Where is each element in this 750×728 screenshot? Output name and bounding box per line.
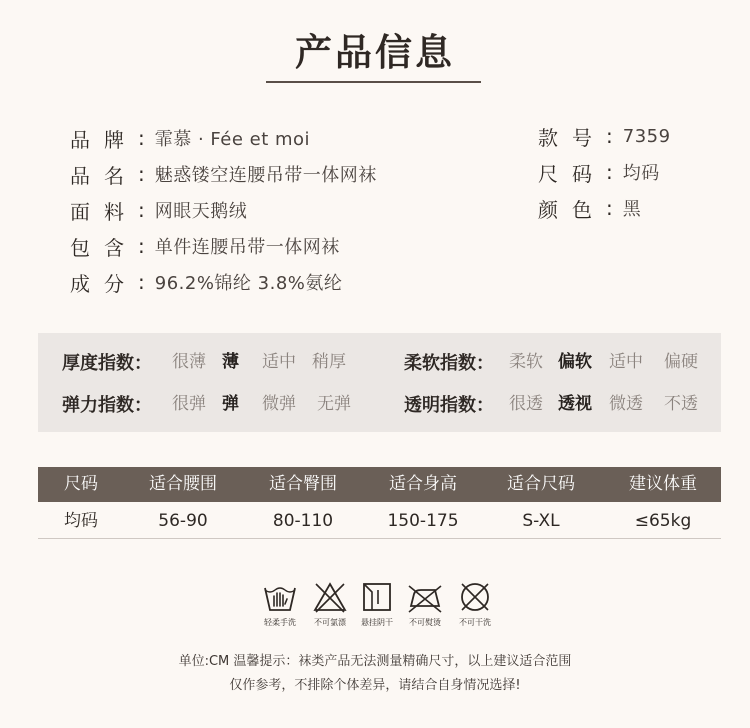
info-key: 成分	[70, 271, 138, 296]
info-key: 颜色	[538, 197, 606, 222]
size-header-cell: 适合臀围	[269, 474, 337, 494]
index-option: 柔软	[509, 352, 543, 372]
info-row-brand	[70, 124, 310, 152]
thickness-index	[62, 349, 382, 375]
info-value: 黑	[622, 199, 642, 220]
info-row-contents	[70, 232, 340, 260]
info-key: 品名	[70, 163, 138, 188]
index-label: 透明指数：	[404, 395, 494, 416]
info-key: 尺码	[538, 161, 606, 186]
size-header-cell: 适合身高	[389, 474, 457, 494]
care-no-dry-clean	[440, 580, 510, 628]
info-row-color	[538, 194, 641, 222]
hand-wash-icon	[262, 580, 298, 614]
index-option: 适中	[262, 352, 296, 372]
index-option: 微弹	[262, 394, 296, 414]
info-colon: :	[138, 162, 145, 186]
size-cell: S-XL	[522, 511, 560, 531]
index-label: 厚度指数：	[62, 353, 152, 374]
info-value: 7359	[622, 125, 671, 147]
care-label: 轻柔手洗	[264, 618, 296, 627]
care-label: 悬挂阴干	[361, 618, 393, 627]
index-panel	[38, 333, 721, 432]
size-cell: 56-90	[158, 511, 208, 531]
index-option: 很弹	[172, 394, 206, 414]
info-value: 96.2%锦纶 3.8%氨纶	[154, 273, 343, 294]
size-cell: ≤65kg	[634, 511, 692, 531]
info-key: 款号	[538, 125, 606, 150]
care-label: 不可熨烫	[409, 618, 441, 627]
size-cell: 80-110	[272, 511, 334, 531]
info-colon: :	[138, 126, 145, 150]
size-header-cell: 建议体重	[629, 474, 697, 494]
info-colon: :	[606, 124, 613, 148]
title-underline	[266, 81, 481, 83]
info-value: 均码	[622, 163, 660, 184]
info-key: 包含	[70, 235, 138, 260]
index-option-selected: 薄	[222, 352, 239, 372]
index-option: 很薄	[172, 352, 206, 372]
elasticity-index	[62, 391, 382, 417]
index-option: 无弹	[317, 394, 351, 414]
index-option-selected: 透视	[558, 394, 592, 414]
transparency-index	[404, 391, 714, 417]
no-dry-clean-icon	[457, 580, 493, 614]
index-option-selected: 弹	[222, 394, 239, 414]
care-label: 不可氯漂	[314, 618, 346, 627]
index-option: 不透	[664, 394, 698, 414]
index-option: 微透	[609, 394, 643, 414]
info-colon: :	[606, 160, 613, 184]
info-key: 面料	[70, 199, 138, 224]
size-header-cell: 适合尺码	[507, 474, 575, 494]
info-row-size	[538, 158, 660, 186]
info-value: 霏慕 · Fée et moi	[154, 129, 311, 150]
info-colon: :	[138, 234, 145, 258]
size-table-header	[38, 467, 721, 502]
size-cell: 均码	[64, 511, 98, 531]
size-note-line-2: 仅作参考，不排除个体差异，请结合自身情况选择!	[229, 678, 521, 693]
info-key: 品牌	[70, 127, 138, 152]
care-label: 不可干洗	[459, 618, 491, 627]
size-cell: 150-175	[387, 511, 459, 531]
info-value: 网眼天鹅绒	[154, 201, 248, 222]
size-note-line-1: 单位:CM 温馨提示：袜类产品无法测量精确尺寸，以上建议适合范围	[178, 654, 572, 669]
info-row-composition	[70, 268, 342, 296]
info-colon: :	[138, 198, 145, 222]
table-row	[38, 503, 721, 539]
index-label: 弹力指数：	[62, 395, 152, 416]
info-row-fabric	[70, 196, 247, 224]
size-header-cell: 尺码	[64, 474, 98, 494]
no-iron-icon	[405, 580, 445, 614]
index-option-selected: 偏软	[558, 352, 592, 372]
softness-index	[404, 349, 714, 375]
info-value: 单件连腰吊带一体网袜	[154, 237, 340, 258]
page-title: 产品信息	[295, 30, 455, 74]
index-option: 适中	[609, 352, 643, 372]
index-option: 偏硬	[664, 352, 698, 372]
info-row-style-number	[538, 122, 671, 150]
info-colon: :	[606, 196, 613, 220]
info-row-name	[70, 160, 377, 188]
info-value: 魅惑镂空连腰吊带一体网袜	[154, 165, 377, 186]
index-label: 柔软指数：	[404, 353, 494, 374]
index-option: 很透	[509, 394, 543, 414]
info-colon: :	[138, 270, 145, 294]
index-option: 稍厚	[312, 352, 346, 372]
size-header-cell: 适合腰围	[149, 474, 217, 494]
